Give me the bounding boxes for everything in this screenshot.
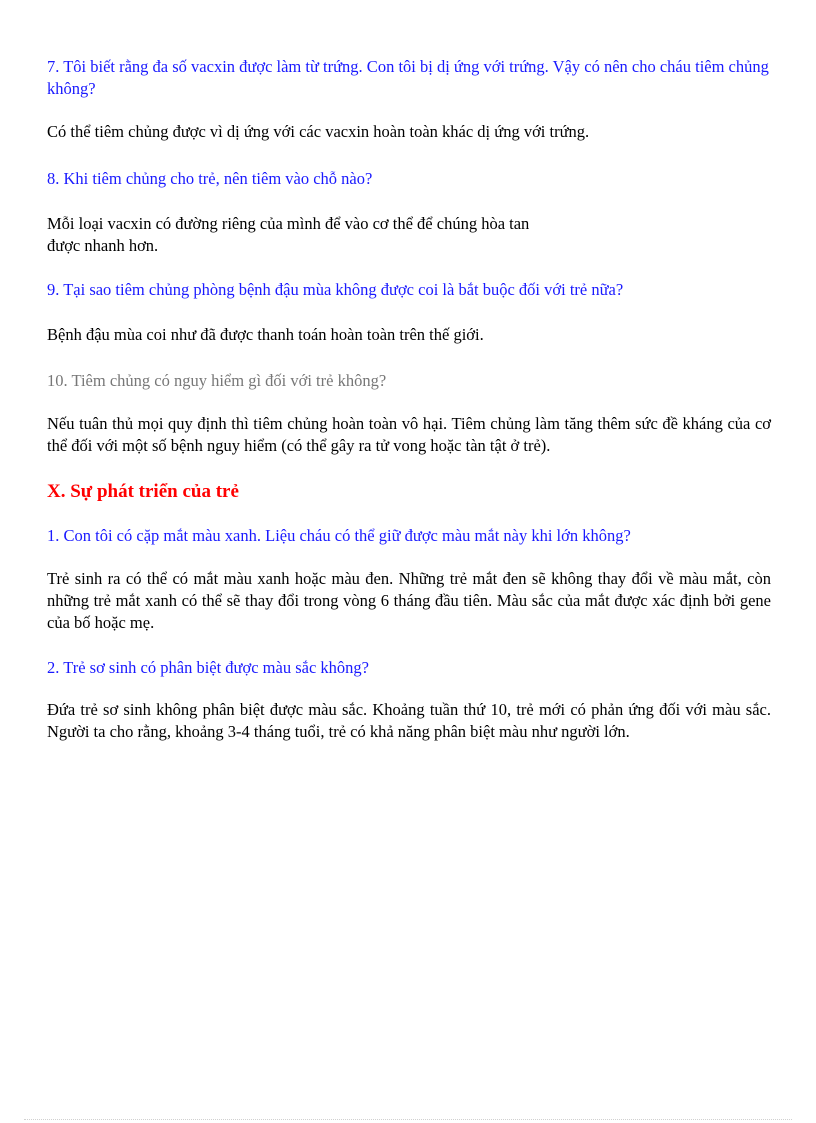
dev-item-1 xyxy=(47,525,771,547)
answer-8-line-2: được nhanh hơn. xyxy=(47,236,159,255)
answer-9: Bệnh đậu mùa coi như đã được thanh toán hoàn toàn trên thế giới. xyxy=(47,325,484,344)
answer-8-wrap xyxy=(47,213,771,257)
dev-question-2: 2. Trẻ sơ sinh có phân biệt được màu sắc không? xyxy=(47,658,369,677)
faq-item-9 xyxy=(47,279,771,301)
section-heading-wrap xyxy=(47,479,771,505)
faq-item-7 xyxy=(47,56,771,100)
dev-answer-1: Trẻ sinh ra có thể có mắt màu xanh hoặc màu đen. Những trẻ mắt đen sẽ không thay đổi về màu mắt, còn những trẻ mắt xanh có thể sẽ thay đổi trong vòng 6 tháng đầu tiên. Màu sắc của mắt được xác định bởi gene của bố hoặc mẹ. xyxy=(47,569,771,632)
question-9: 9. Tại sao tiêm chủng phòng bệnh đậu mùa không được coi là bắt buộc đối với trẻ nữa? xyxy=(47,280,624,299)
dev-item-2 xyxy=(47,657,771,679)
answer-8 xyxy=(47,213,771,257)
faq-item-8 xyxy=(47,168,771,190)
faq-item-10 xyxy=(47,370,771,392)
page-bottom-divider xyxy=(24,1119,792,1120)
dev-question-1: 1. Con tôi có cặp mắt màu xanh. Liệu cháu có thể giữ được màu mắt này khi lớn không? xyxy=(47,526,631,545)
dev-answer-2-wrap xyxy=(47,699,771,743)
answer-9-wrap xyxy=(47,324,771,346)
answer-7-wrap xyxy=(47,121,771,143)
dev-answer-2: Đứa trẻ sơ sinh không phân biệt được màu sắc. Khoảng tuần thứ 10, trẻ mới có phản ứng đối với màu sắc. Người ta cho rằng, khoảng 3-4 tháng tuổi, trẻ có khả năng phân biệt màu như người lớn. xyxy=(47,700,771,741)
question-8: 8. Khi tiêm chủng cho trẻ, nên tiêm vào chỗ nào? xyxy=(47,169,373,188)
answer-10-wrap xyxy=(47,413,771,457)
question-10: 10. Tiêm chủng có nguy hiểm gì đối với trẻ không? xyxy=(47,371,387,390)
answer-10: Nếu tuân thủ mọi quy định thì tiêm chủng hoàn toàn vô hại. Tiêm chủng làm tăng thêm sức đề kháng của cơ thể đối với một số bệnh nguy hiểm (có thể gây ra tử vong hoặc tàn tật ở trẻ). xyxy=(47,414,771,455)
section-title: X. Sự phát triển của trẻ xyxy=(47,481,239,502)
dev-answer-1-wrap xyxy=(47,568,771,634)
answer-7: Có thể tiêm chủng được vì dị ứng với các vacxin hoàn toàn khác dị ứng với trứng. xyxy=(47,122,590,141)
question-7: 7. Tôi biết rằng đa số vacxin được làm từ trứng. Con tôi bị dị ứng với trứng. Vậy có nên cho cháu tiêm chủng không? xyxy=(47,57,769,98)
answer-8-line-1: Mỗi loại vacxin có đường riêng của mình để vào cơ thể để chúng hòa tan xyxy=(47,214,530,233)
